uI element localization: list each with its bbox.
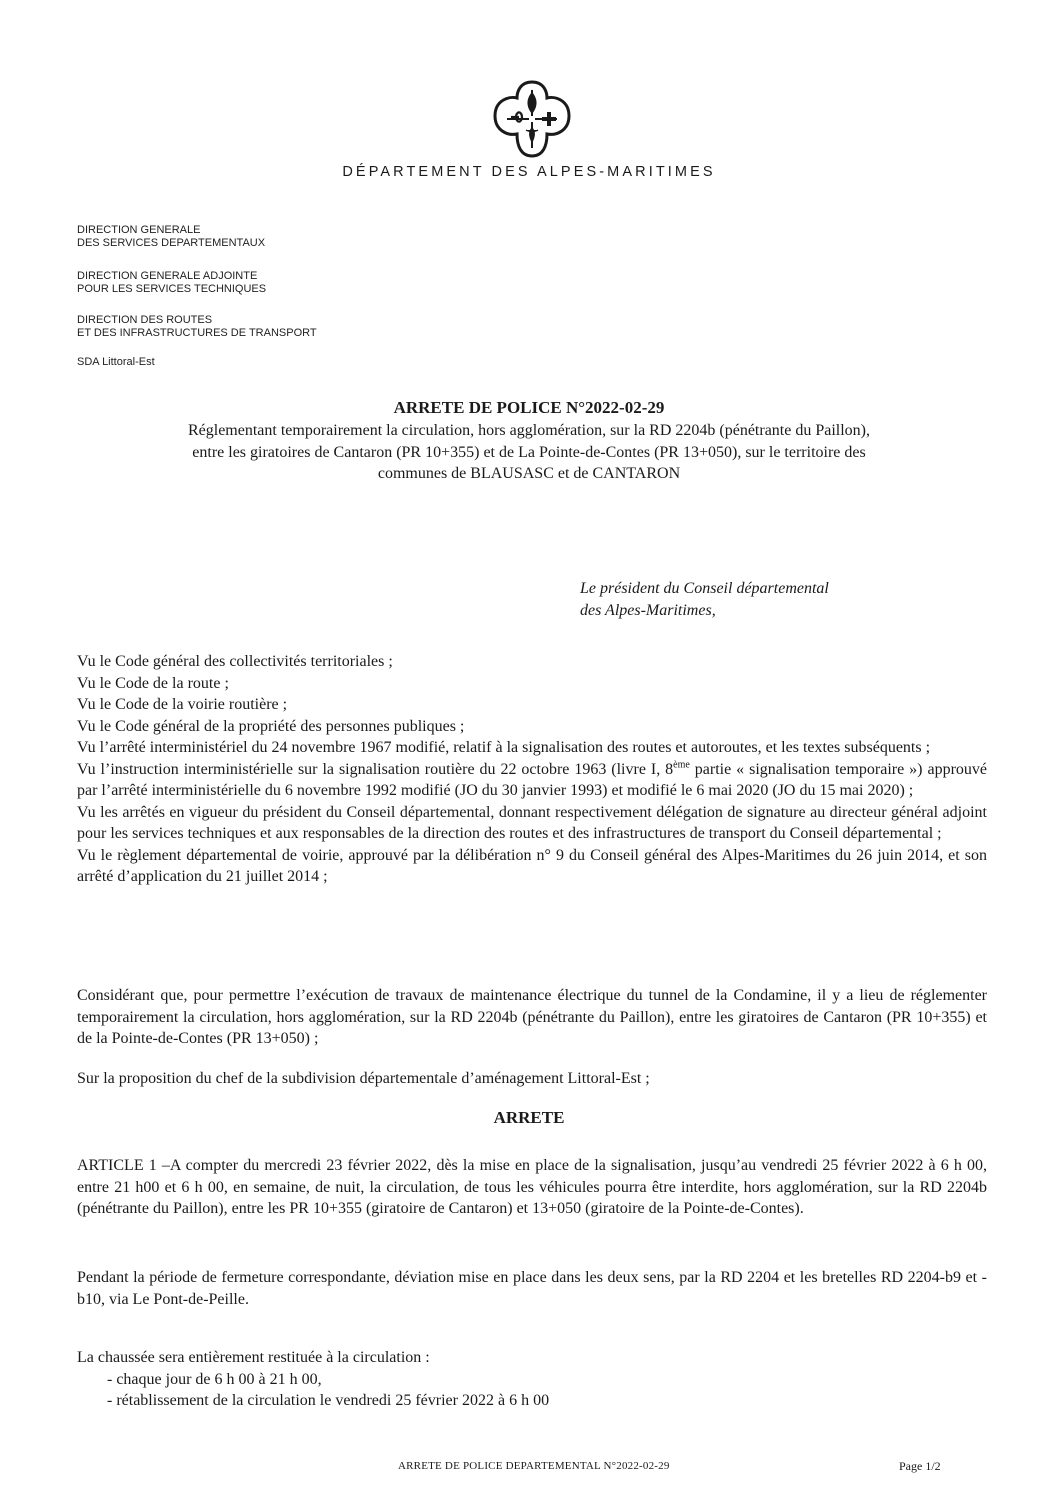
visa-item: Vu l’arrêté interministériel du 24 novembre 1967 modifié, relatif à la signalisation des routes et autoroutes, et les textes subséquents ; [77,739,931,756]
considerant-paragraph [77,985,987,1050]
service-line: POUR LES SERVICES TECHNIQUES [77,283,267,295]
visa-item: Vu les arrêtés en vigueur du président du Conseil départemental, donnant respectivement délégation de signature au directeur général adjoint pour les services techniques et aux responsables de la direction des routes et des infrastructures de transport du Conseil départemental ; [77,803,987,842]
visa-item: Vu le règlement départemental de voirie, approuvé par la délibération n° 9 du Conseil général des Alpes-Maritimes du 26 juin 2014, et son arrêté d’application du 21 juillet 2014 ; [77,846,987,885]
service-line: ET DES INFRASTRUCTURES DE TRANSPORT [77,327,317,339]
visa-item-instruction [77,759,987,802]
arrete-heading: ARRETE [493,1108,565,1127]
footer-reference: ARRETE DE POLICE DEPARTEMENTAL N°2022-02-29 [398,1460,670,1472]
service-sda [77,356,155,369]
subtitle-line: communes de BLAUSASC et de CANTARON [377,465,681,482]
restitution-block [77,1347,987,1412]
visa-item: Vu le Code de la route ; [77,674,229,692]
restitution-intro: La chaussée sera entièrement restituée à la circulation : [77,1349,430,1366]
department-name: DÉPARTEMENT DES ALPES-MARITIMES [342,164,716,180]
service-direction-generale [77,224,265,250]
alpes-maritimes-crest-icon [489,78,575,160]
service-direction-adjointe [77,270,266,296]
article-1 [77,1155,987,1220]
president-line: des Alpes-Maritimes, [580,602,716,619]
service-line: DIRECTION GENERALE ADJOINTE [77,270,258,282]
document-subtitle [95,420,963,485]
service-direction-routes [77,314,317,340]
proposition-text: Sur la proposition du chef de la subdivision départementale d’aménagement Littoral-Est ; [77,1070,650,1087]
president-signature-block [580,578,829,622]
service-line: DES SERVICES DEPARTEMENTAUX [77,237,266,249]
service-line: DIRECTION GENERALE [77,224,201,236]
visa-text: partie « signalisation temporaire ») approuvé par l’arrêté interministérielle du 6 novembre 1992 modifié (JO du 30 janvier 1993) et modifié le 6 mai 2020 (JO du 15 mai 2020) ; [77,760,987,799]
proposition-paragraph [77,1068,987,1090]
deviation-text: Pendant la période de fermeture correspondante, déviation mise en place dans les deux sens, par la RD 2204 et les bretelles RD 2204-b9 et -b10, via Le Pont-de-Peille. [77,1269,987,1308]
visa-text: Vu l’instruction interministérielle sur la signalisation routière du 22 octobre 1963 (livre I, 8 [77,760,674,778]
considerant-text: Considérant que, pour permettre l’exécution de travaux de maintenance électrique du tunnel de la Condamine, il y a lieu de réglementer temporairement la circulation, hors agglomération, sur la RD 2204b (pénétrante du Paillon), entre les giratoires de Cantaron (PR 10+355) et de la Pointe-de-Contes (PR 13+050) ; [77,987,987,1047]
page-number: Page 1/2 [899,1459,941,1473]
restitution-list [77,1369,987,1412]
list-item: - rétablissement de la circulation le vendredi 25 février 2022 à 6 h 00 [107,1392,550,1409]
deviation-paragraph [77,1267,987,1310]
article-1-text: ARTICLE 1 –A compter du mercredi 23 février 2022, dès la mise en place de la signalisation, jusqu’au vendredi 25 février 2022 à 6 h 00, entre 21 h00 et 6 h 00, en semaine, de nuit, la circulation, de tous les véhicules pourra être interdite, hors agglomération, sur la RD 2204b (pénétrante du Paillon), entre les PR 10+355 (giratoire de Cantaron) et 13+050 (giratoire de la Pointe-de-Contes). [77,1157,987,1217]
list-item: - chaque jour de 6 h 00 à 21 h 00, [107,1370,322,1388]
visa-item: Vu le Code général de la propriété des personnes publiques ; [77,717,465,735]
visas-block [77,651,987,888]
visa-item: Vu le Code de la voirie routière ; [77,696,288,713]
document-title: ARRETE DE POLICE N°2022-02-29 [393,398,665,417]
service-line: DIRECTION DES ROUTES [77,314,213,326]
visa-superscript: ème [673,759,690,771]
service-line: SDA Littoral-Est [77,356,155,368]
subtitle-line: entre les giratoires de Cantaron (PR 10+355) et de La Pointe-de-Contes (PR 13+050), sur le territoire des [192,443,866,461]
visa-item: Vu le Code général des collectivités territoriales ; [77,653,393,670]
president-line: Le président du Conseil départemental [580,580,829,597]
subtitle-line: Réglementant temporairement la circulation, hors agglomération, sur la RD 2204b (pénétrante du Paillon), [187,422,871,439]
